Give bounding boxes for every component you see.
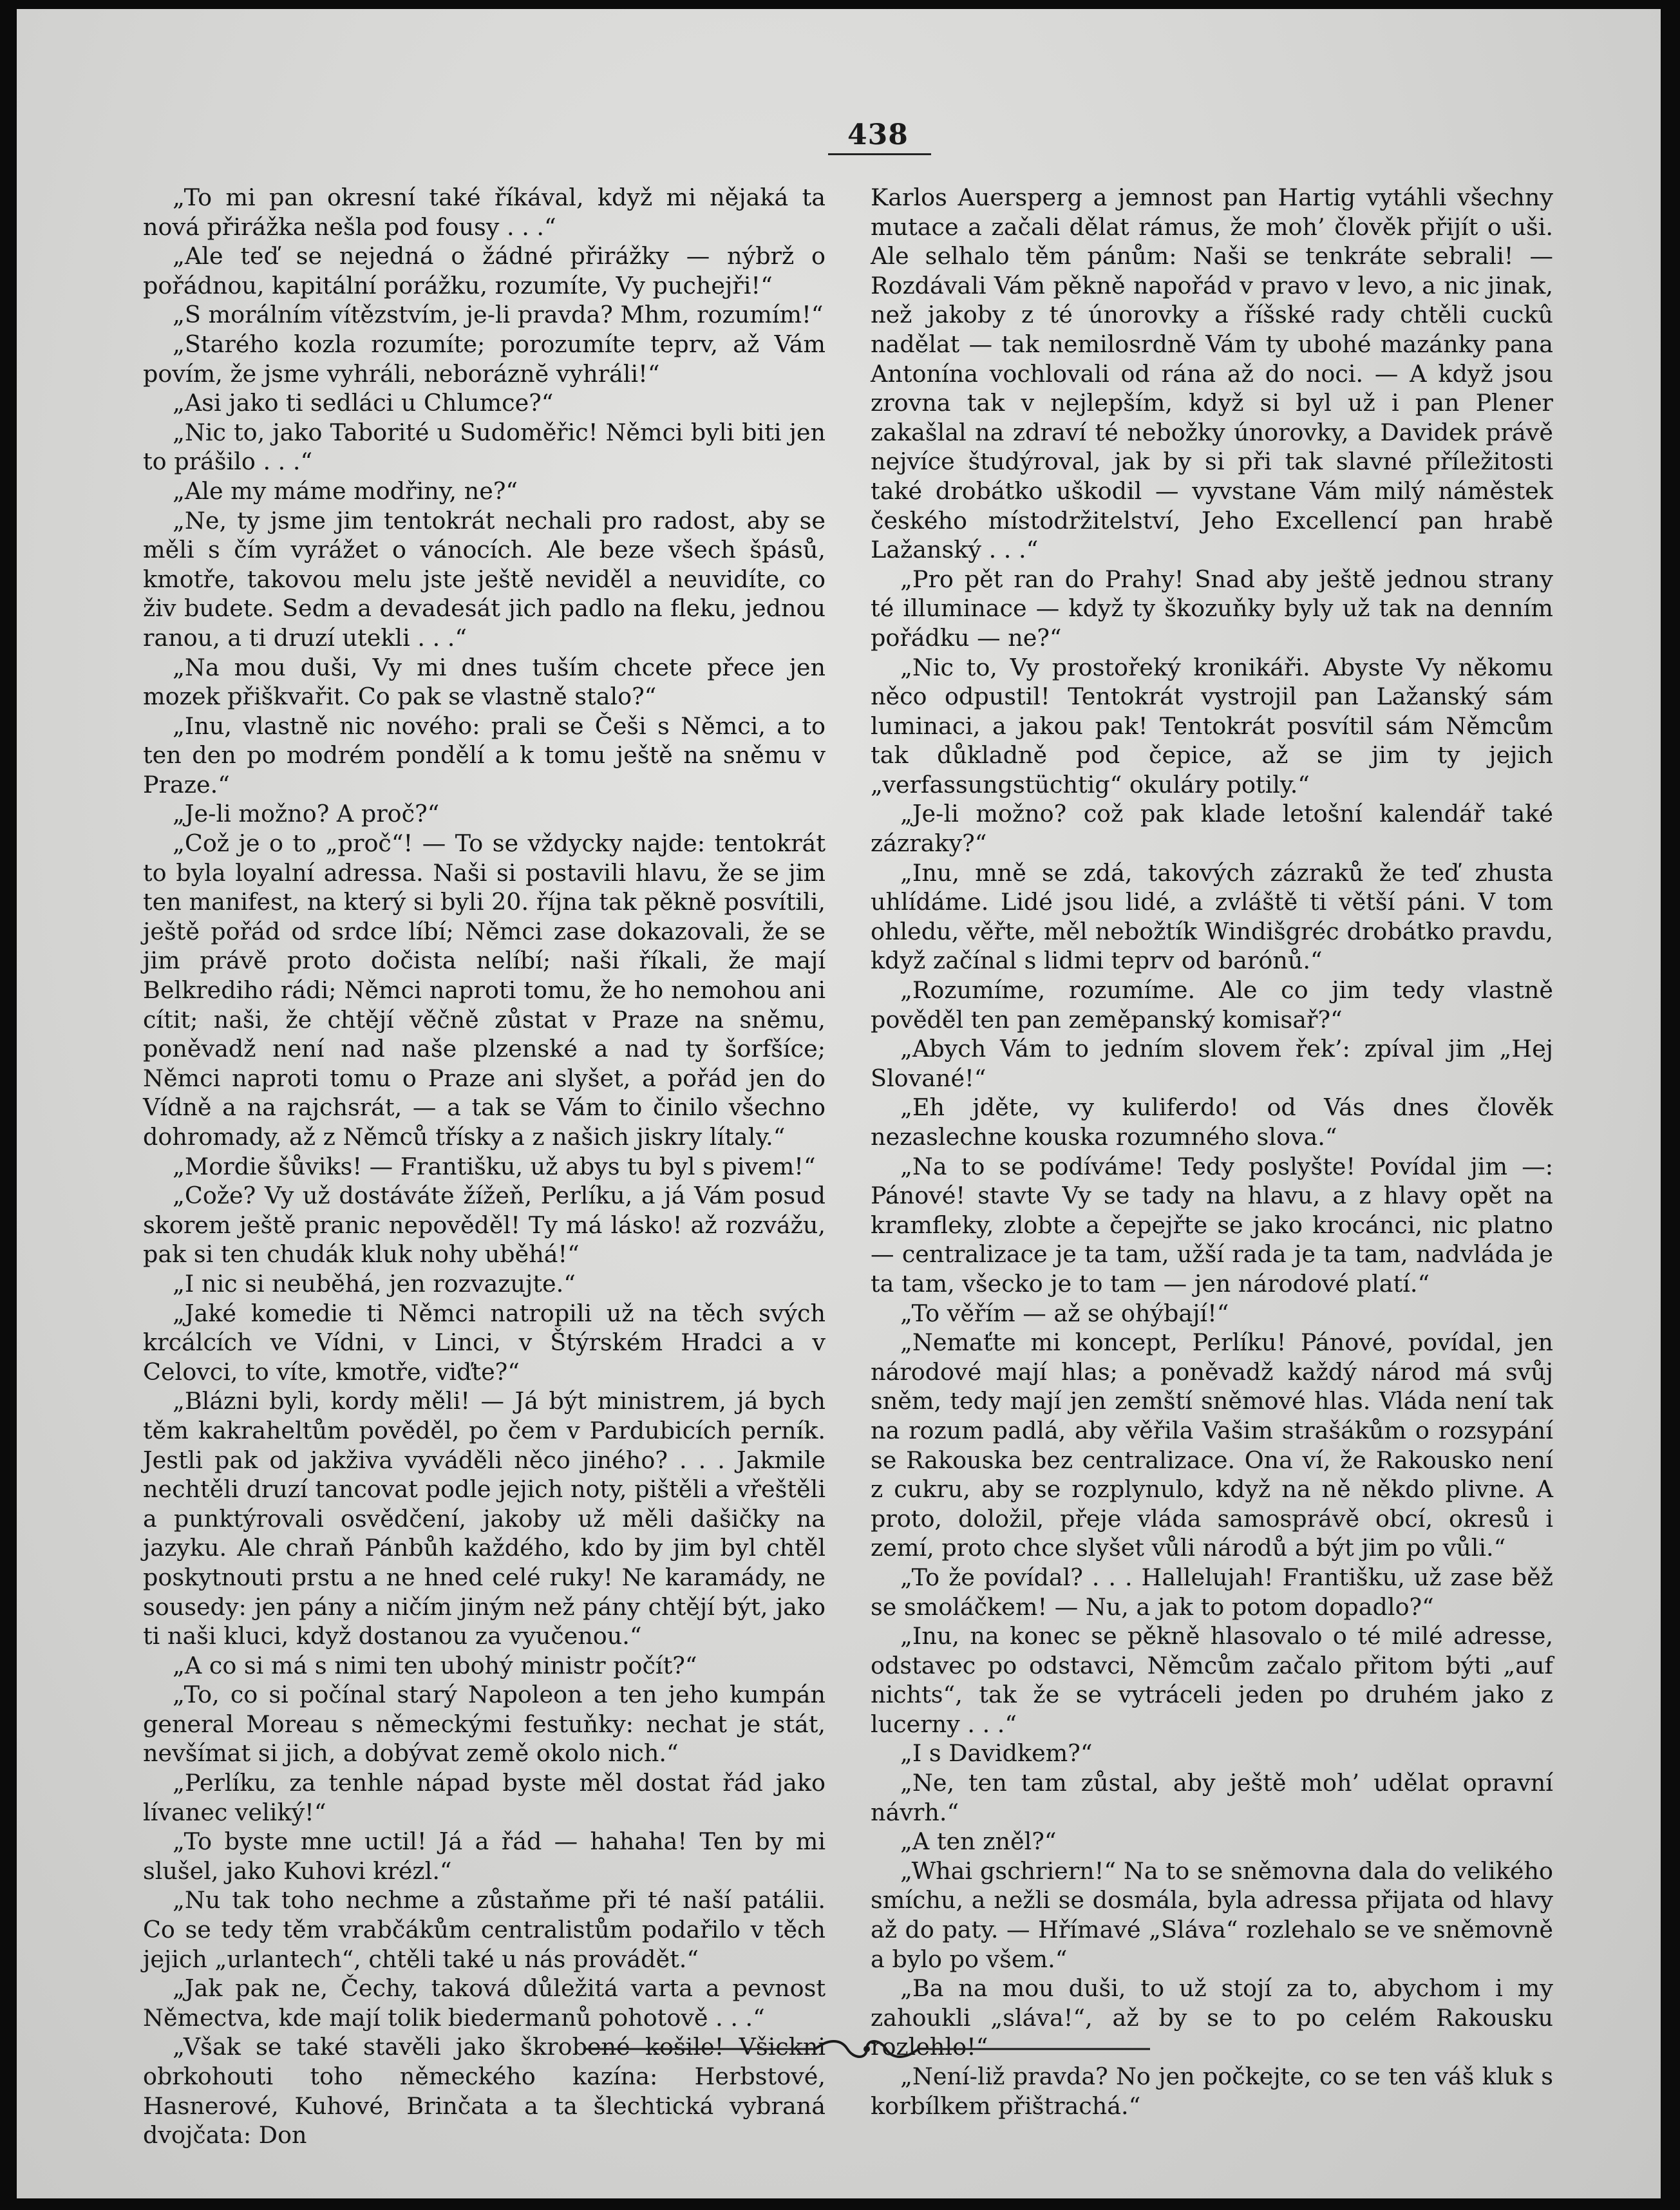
paragraph: „I s Davidkem?“ bbox=[900, 1739, 1093, 1768]
paragraph: „To byste mne uctil! Já a řád — hahaha! Ten by mi slušel, jako Kuhovi krézl.“ bbox=[143, 1828, 826, 1885]
paragraph: „Perlíku, za tenhle nápad byste měl dostat řád jako lívanec veliký!“ bbox=[143, 1769, 826, 1826]
paragraph: „Inu, mně se zdá, takových zázraků že teď zhusta uhlídáme. Lidé jsou lidé, a zvláště ti větší páni. V tom ohledu, věřte, měl nebožtík Windišgréc drobátko pravdu, když začínal s lidmi teprv od barónů.“ bbox=[871, 858, 1553, 975]
paragraph: „Rozumíme, rozumíme. Ale co jim tedy vlastně pověděl ten pan zeměpanský komisař?“ bbox=[871, 976, 1553, 1034]
paragraph: „Ba na mou duši, to už stojí za to, abychom i my zahoukli „sláva!“, až by se to po celém Rakousku rozlehlo!“ bbox=[871, 1974, 1553, 2061]
paragraph: „Ale my máme modřiny, ne?“ bbox=[173, 477, 518, 505]
paragraph: „Blázni byli, kordy měli! — Já být ministrem, já bych těm kakraheltům pověděl, po čem v Pardubicích perník. Jestli pak od jakživa vyváděli něco jiného? . . . Jakmile nechtěli druzí tancovat podle jejich noty, pištěli a vřeštěli a punktýrovali osvědčení, jakoby už měli dašičky na jazyku. Ale chraň Pánbůh každého, kdo by jim byl chtěl poskytnouti prstu a ne hned celé ruky! Ne karamády, ne sousedy: jen pány a ničím jiným než pány chtějí být, jako ti naši kluci, když dostanou za vyučenou.“ bbox=[143, 1387, 826, 1650]
paragraph: „To že povídal? . . . Hallelujah! Františku, už zase běž se smoláčkem! — Nu, a jak to potom dopadlo?“ bbox=[871, 1563, 1553, 1621]
paragraph: „To, co si počínal starý Napoleon a ten jeho kumpán general Moreau s německými festuňky: nechat je stát, nevšímat si jich, a dobývat země okolo nich.“ bbox=[143, 1681, 826, 1768]
paragraph: „Jak pak ne, Čechy, taková důležitá varta a pevnost Němectva, kde mají tolik biedermanů pohotově . . .“ bbox=[143, 1974, 826, 2032]
ornamental-divider bbox=[583, 2036, 1150, 2062]
paragraph: „A ten zněl?“ bbox=[900, 1828, 1057, 1856]
paragraph: „Však se také stavěli jako škrobené košile! Všickni obrkohouti toho německého kazína: Herbstové, Hasnerové, Kuhové, Brinčata a ta šlechtická vybraná dvojčata: Don bbox=[143, 2033, 826, 2149]
paragraph: „Nu tak toho nechme a zůstaňme při té naší patálii. Co se tedy těm vrabčákům centralistům podařilo v těch jejich „urlantech“, chtěli také u nás provádět.“ bbox=[143, 1886, 826, 1973]
page-number-rule bbox=[828, 153, 931, 155]
paragraph: „I nic si neuběhá, jen rozvazujte.“ bbox=[173, 1269, 576, 1298]
paragraph: „Starého kozla rozumíte; porozumíte teprv, až Vám povím, že jsme vyhráli, neboráznĕ vyhráli!“ bbox=[143, 330, 826, 388]
page-number: 438 bbox=[847, 118, 909, 151]
paragraph: „Je-li možno? A proč?“ bbox=[173, 800, 440, 828]
paragraph: „Ale teď se nejedná o žádné přirážky — nýbrž o pořádnou, kapitální porážku, rozumíte, Vy puchejři!“ bbox=[143, 242, 826, 299]
paragraph: „Jaké komedie ti Němci natropili už na těch svých krcálcích ve Vídni, v Linci, v Štýrském Hradci a v Celovci, to víte, kmotře, viďte?“ bbox=[143, 1299, 826, 1386]
paragraph: „S morálním vítězstvím, je-li pravda? Mhm, rozumím!“ bbox=[173, 301, 824, 329]
paragraph: „Což je o to „proč“! — To se vždycky najde: tentokrát to byla loyalní adressa. Naši si postavili hlavu, že se jim ten manifest, na který si byli 20. října tak pěkně posvítili, ještě pořád od srdce líbí; Němci zase dokazovali, že se jim právě proto dočista nelíbí; naši říkali, že mají Belkrediho rádi; Němci naproti tomu, že ho nemohou ani cítit; naši, že chtějí věčně zůstat v Praze na sněmu, poněvadž není nad naše plzenské a nad ty šorfšíce; Němci naproti tomu o Praze ani slyšet, a pořád jen do Vídně a na rajchsrát, — a tak se Vám to činilo všechno dohromady, až z Němců třísky a z našich jiskry lítaly.“ bbox=[143, 829, 826, 1151]
paragraph: „Ne, ten tam zůstal, aby ještě moh’ udělat opravní návrh.“ bbox=[871, 1769, 1553, 1826]
paragraph: „Ne, ty jsme jim tentokrát nechali pro radost, aby se měli s čím vyrážet o vánocích. Ale beze všech špásů, kmotře, takovou melu jste ještě neviděl a neuvidíte, co živ budete. Sedm a devadesát jich padlo na fleku, jednou ranou, a ti druzí utekli . . .“ bbox=[143, 506, 826, 652]
paragraph: „To mi pan okresní také říkával, když mi nějaká ta nová přirážka nešla pod fousy . . .“ bbox=[143, 184, 826, 241]
left-column bbox=[143, 183, 826, 2150]
paragraph: „Nic to, Vy prostořeký kronikáři. Abyste Vy někomu něco odpustil! Tentokrát vystrojil pan Lažanský sám luminaci, a jakou pak! Tentokrát posvítil sám Němcům tak důkladně pod čepice, až se jim ty jejich „verfassungstüchtig“ okuláry potily.“ bbox=[871, 653, 1553, 798]
paragraph: „Mordie šůviks! — Františku, už abys tu byl s pivem!“ bbox=[173, 1152, 816, 1180]
paragraph: Karlos Auersperg a jemnost pan Hartig vytáhli všechny mutace a začali dělat rámus, že moh’ člověk přijít o uši. Ale selhalo těm pánům: Naši se tenkráte sebrali! — Rozdávali Vám pěkně napořád v pravo v levo, a nic jinak, než jakoby z té únorovky a říšské rady chtěli cuckû nadělat — tak nemilosrdně Vám ty ubohé mazánky pana Antonína vochlovali od rána až do noci. — A když jsou zrovna tak v nejlepším, když si byl už i pan Plener zakašlal na zdraví té nebožky únorovky, a Davidek právě nejvíce študýroval, jak by si při tak slavné příležitosti také drobátko uškodil — vyvstane Vám milý náměstek českého místodržitelství, Jeho Excellencí pan hrabě Lažanský . . .“ bbox=[871, 184, 1553, 564]
paragraph: „Inu, na konec se pěkně hlasovalo o té milé adresse, odstavec po odstavci, Němcům začalo přitom býti „auf nichts“, tak že se vytráceli jeden po druhém jako z lucerny . . .“ bbox=[871, 1622, 1553, 1738]
paragraph: „Abych Vám to jedním slovem řek’: zpíval jim „Hej Slované!“ bbox=[871, 1035, 1553, 1092]
paragraph: „Inu, vlastně nic nového: prali se Češi s Němci, a to ten den po modrém pondělí a k tomu ještě na sněmu v Praze.“ bbox=[143, 712, 826, 798]
paragraph: „Na mou duši, Vy mi dnes tuším chcete přece jen mozek přiškvařit. Co pak se vlastně stalo?“ bbox=[143, 653, 826, 711]
paragraph: „Je-li možno? což pak klade letošní kalendář také zázraky?“ bbox=[871, 800, 1553, 858]
newspaper-page bbox=[17, 9, 1661, 2198]
paragraph: „To věřím — až se ohýbají!“ bbox=[900, 1299, 1229, 1327]
paragraph: „Eh jděte, vy kuliferdo! od Vás dnes člověk nezaslechne kouska rozumného slova.“ bbox=[871, 1093, 1553, 1151]
paragraph: „Na to se podíváme! Tedy poslyšte! Povídal jim —: Pánové! stavte Vy se tady na hlavu, a z hlavy opět na kramfleky, zlobte a čepejřte se jako krocánci, nic platno — centralizace je ta tam, užší rada je ta tam, nadvláda je ta tam, všecko je to tam — jen národové platí.“ bbox=[871, 1152, 1553, 1298]
paragraph: „Není-liž pravda? No jen počkejte, co se ten váš kluk s korbílkem přištrachá.“ bbox=[871, 2063, 1553, 2120]
paragraph: „Nemaťte mi koncept, Perlíku! Pánové, povídal, jen národové mají hlas; a poněvadž každý národ má svůj sněm, tedy mají jen zemští sněmové hlas. Vláda není tak na rozum padlá, aby věřila Vašim strašákům o rozsypání se Rakouska bez centralizace. Ona ví, že Rakousko není z cukru, aby se rozplynulo, když na ně někdo plivne. A proto, doložil, přeje vláda samosprávě obcí, okresů i zemí, proto chce slyšet vůli národů a být jim po vůli.“ bbox=[871, 1328, 1553, 1562]
paragraph: „Whai gschriern!“ Na to se sněmovna dala do velikého smíchu, a nežli se dosmála, byla adressa přijata od hlavy až do paty. — Hřímavé „Sláva“ rozlehalo se ve sněmovně a bylo po všem.“ bbox=[871, 1856, 1553, 1973]
right-column bbox=[871, 183, 1553, 2120]
paragraph: „Asi jako ti sedláci u Chlumce?“ bbox=[173, 389, 554, 417]
paragraph: „A co si má s nimi ten ubohý ministr počít?“ bbox=[173, 1651, 697, 1679]
paragraph: „Cože? Vy už dostáváte žížeň, Perlíku, a já Vám posud skorem ještě pranic nepověděl! Ty má lásko! až rozvážu, pak si ten chudák kluk nohy uběhá!“ bbox=[143, 1182, 826, 1269]
paragraph: „Pro pět ran do Prahy! Snad aby ještě jednou strany té illuminace — když ty škozuňky byly už tak na denním pořádku — ne?“ bbox=[871, 565, 1553, 652]
paragraph: „Nic to, jako Taborité u Sudoměřic! Němci byli biti jen to prášilo . . .“ bbox=[143, 418, 826, 476]
